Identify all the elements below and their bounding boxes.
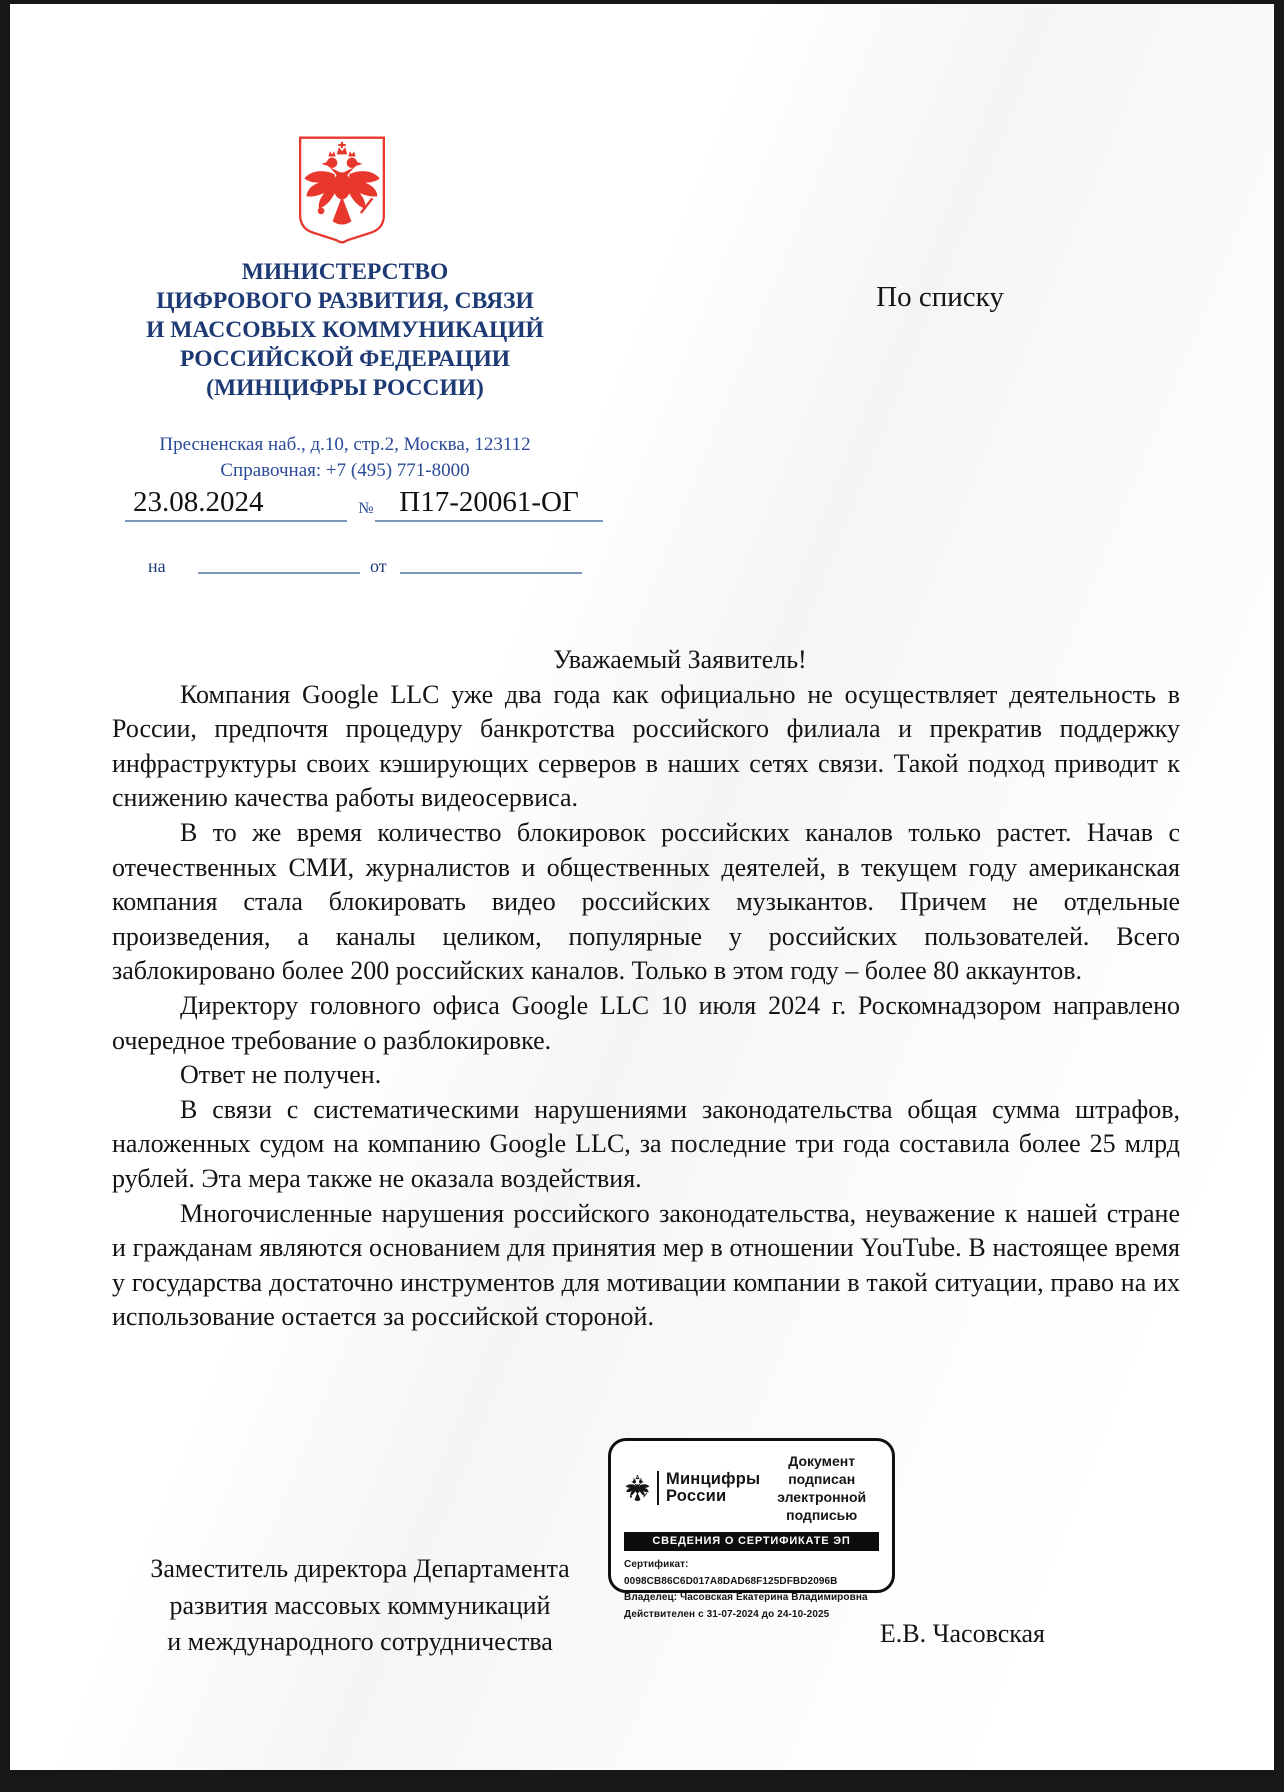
salutation: Уважаемый Заявитель! xyxy=(553,645,807,674)
ministry-name xyxy=(115,258,575,403)
letter-number: П17-20061-ОГ xyxy=(375,486,603,522)
ministry-line: РОССИЙСКОЙ ФЕДЕРАЦИИ xyxy=(180,346,510,372)
paragraph: Ответ не получен. xyxy=(180,1060,382,1090)
ministry-line: И МАССОВЫХ КОММУНИКАЦИЙ xyxy=(146,317,544,343)
ministry-line: МИНИСТЕРСТВО xyxy=(241,259,449,285)
ministry-line: (МИНЦИФРЫ РОССИИ) xyxy=(206,375,484,401)
signer-title-line: развития массовых коммуникаций xyxy=(169,1590,551,1620)
stamp-logo-divider xyxy=(657,1471,659,1505)
letter-date: 23.08.2024 xyxy=(125,486,347,522)
stamp-header xyxy=(624,1452,879,1524)
stamp-logo-line: Минцифры xyxy=(666,1470,761,1488)
russia-coat-of-arms-icon xyxy=(297,134,387,246)
number-sign: № xyxy=(358,500,374,517)
paragraph: Многочисленные нарушения российского законодательства, неуважение к нашей стране и гражданам являются основанием для принятия мер в отношении YouTube. В настоящее время у государства достаточно инструментов для мотивации компании в такой ситуации, право на их использование остается за российской стороной. xyxy=(112,1198,1180,1332)
ministry-address xyxy=(115,432,575,484)
paragraph: Директору головного офиса Google LLC 10 июля 2024 г. Роскомнадзором направлено очередное требование о разблокировке. xyxy=(112,990,1180,1055)
date-number-row xyxy=(125,486,625,522)
paragraph: В связи с систематическими нарушениями законодательства общая сумма штрафов, наложенных судом на компанию Google LLC, за последние три года составила более 25 млрд рублей. Эта мера также не оказала воздействия. xyxy=(112,1094,1180,1193)
stamp-logo-line: России xyxy=(666,1487,727,1505)
ref-label-ot: от xyxy=(370,556,387,576)
recipient: По списку xyxy=(876,281,1004,313)
stamp-signed-line: Документ подписан xyxy=(788,1453,856,1487)
ref-label-na: на xyxy=(148,556,166,576)
letter-body xyxy=(112,643,1180,1335)
certificate-banner: СВЕДЕНИЯ О СЕРТИФИКАТЕ ЭП xyxy=(624,1532,879,1551)
blank-line xyxy=(400,556,582,574)
signer-title-line: и международного сотрудничества xyxy=(167,1627,553,1656)
paragraph: В то же время количество блокировок российских каналов только растет. Начав с отечественных СМИ, журналистов и общественных деятелей, в текущем году американская компания стала блокировать видео российских музыкантов. Причем не отдельные произведения, а каналы целиком, популярные у российских пользователей. Всего заблокировано более 200 российских каналов. Только в этом году – более 80 аккаунтов. xyxy=(112,817,1180,986)
certificate-id: Сертификат: 0098CB86C6D017A8DAD68F125DFBD2096B xyxy=(624,1559,838,1587)
certificate-owner: Владелец: Часовская Екатерина Владимировна xyxy=(624,1592,868,1603)
address-line: Справочная: +7 (495) 771-8000 xyxy=(220,460,470,481)
certificate-details xyxy=(624,1557,879,1623)
signer-name: Е.В. Часовская xyxy=(879,1619,1045,1648)
paragraph: Компания Google LLC уже два года как официально не осуществляет деятельность в России, предпочтя процедуру банкротства российского филиала и прекратив поддержку инфраструктуры своих кэширующих серверов в наших сетях связи. Такой подход приводит к снижению качества работы видеосервиса. xyxy=(112,679,1180,813)
reference-row xyxy=(148,556,608,578)
ministry-line: ЦИФРОВОГО РАЗВИТИЯ, СВЯЗИ xyxy=(156,288,534,314)
double-eagle-emblem-icon xyxy=(624,1473,651,1504)
signer-title-line: Заместитель директора Департамента xyxy=(150,1554,570,1583)
stamp-signed-line: электронной подписью xyxy=(777,1489,867,1523)
electronic-signature-stamp xyxy=(608,1438,895,1620)
stamp-signed-text xyxy=(760,1452,879,1524)
signer-title xyxy=(140,1551,580,1661)
certificate-validity: Действителен с 31-07-2024 до 24-10-2025 xyxy=(624,1608,830,1620)
stamp-logo-text xyxy=(666,1471,760,1505)
address-line: Пресненская наб., д.10, стр.2, Москва, 123112 xyxy=(159,434,531,455)
blank-line xyxy=(198,556,360,574)
